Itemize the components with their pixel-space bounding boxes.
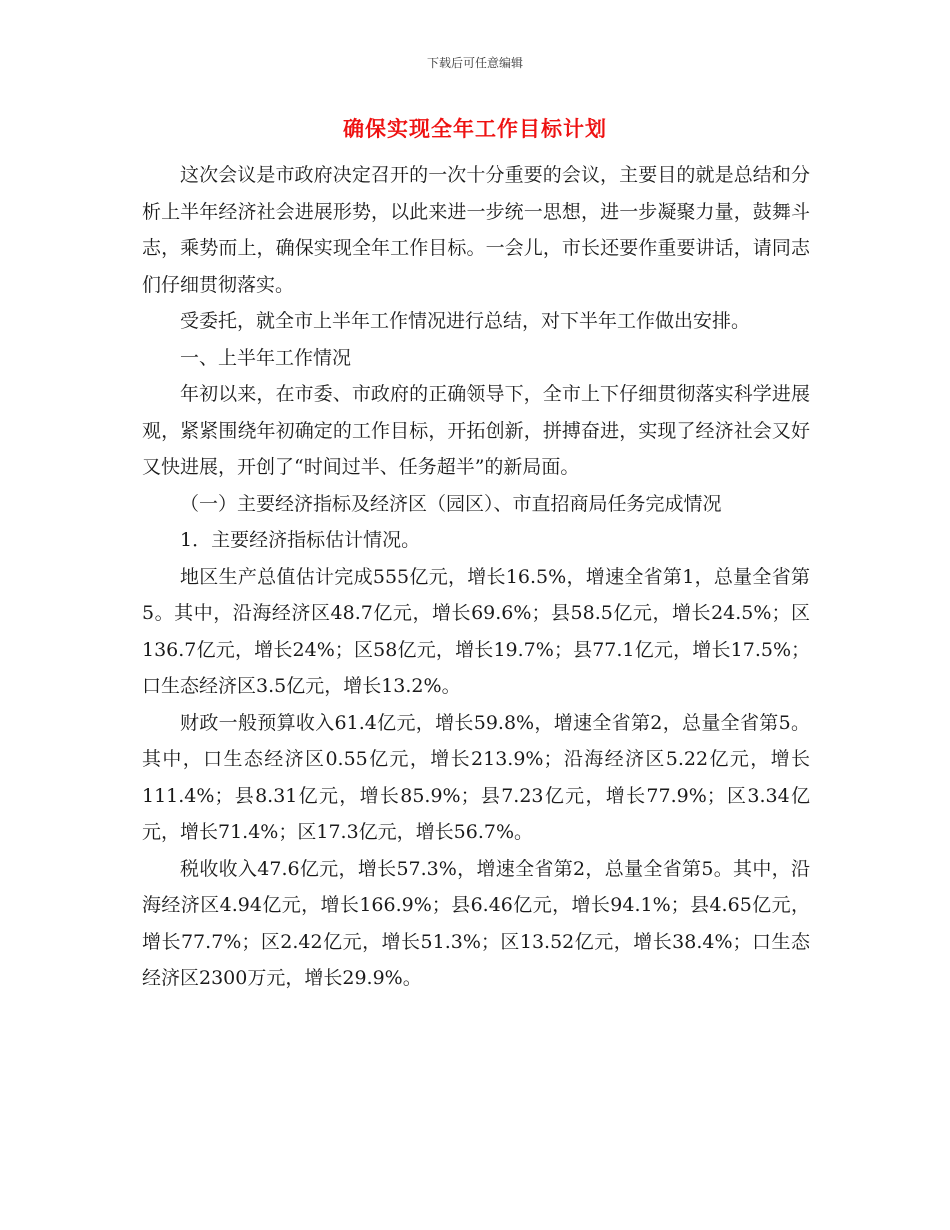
paragraph-commission: 受委托，就全市上半年工作情况进行总结，对下半年工作做出安排。: [180, 310, 751, 332]
section-heading-1: 一、上半年工作情况: [180, 346, 352, 369]
page-header: 下载后可任意编辑: [426, 56, 523, 70]
paragraph-overview: 年初以来，在市委、市政府的正确领导下，全市上下仔细贯彻落实科学进展观，紧紧围绕年初确定的工作目标，开拓创新，拼搏奋进，实现了经济社会又好又快进展，开创了“时间过半、任务超半”的新局面。: [142, 383, 810, 478]
subsection-heading-1: （一）主要经济指标及经济区（园区）、市直招商局任务完成情况: [180, 492, 722, 515]
item-heading-1: 1．主要经济指标估计情况。: [180, 529, 421, 551]
paragraph-fiscal-revenue: 财政一般预算收入61.4亿元，增长59.8%，增速全省第2，总量全省第5。其中，口生态经济区0.55亿元，增长213.9%；沿海经济区5.22亿元，增长111.4%；县8.31亿元，增长85.9%；县7.23亿元，增长77.9%；区3.34亿元，增长71.4%；区17.3亿元，增长56.7%。: [142, 711, 810, 843]
paragraph-gdp: 地区生产总值估计完成555亿元，增长16.5%，增速全省第1，总量全省第5。其中，沿海经济区48.7亿元，增长69.6%；县58.5亿元，增长24.5%；区136.7亿元，增长24%；区58亿元，增长19.7%；县77.1亿元，增长17.5%；口生态经济区3.5亿元，增长13.2%。: [142, 565, 810, 697]
document-title: 确保实现全年工作目标计划: [343, 117, 607, 141]
paragraph-intro: 这次会议是市政府决定召开的一次十分重要的会议，主要目的就是总结和分析上半年经济社会进展形势，以此来进一步统一思想，进一步凝聚力量，鼓舞斗志，乘势而上，确保实现全年工作目标。一会儿，市长还要作重要讲话，请同志们仔细贯彻落实。: [142, 164, 810, 296]
document-body: [142, 157, 810, 997]
paragraph-tax-revenue: 税收收入47.6亿元，增长57.3%，增速全省第2，总量全省第5。其中，沿海经济区4.94亿元，增长166.9%；县6.46亿元，增长94.1%；县4.65亿元，增长77.7%；区2.42亿元，增长51.3%；区13.52亿元，增长38.4%；口生态经济区2300万元，增长29.9%。: [142, 857, 810, 989]
